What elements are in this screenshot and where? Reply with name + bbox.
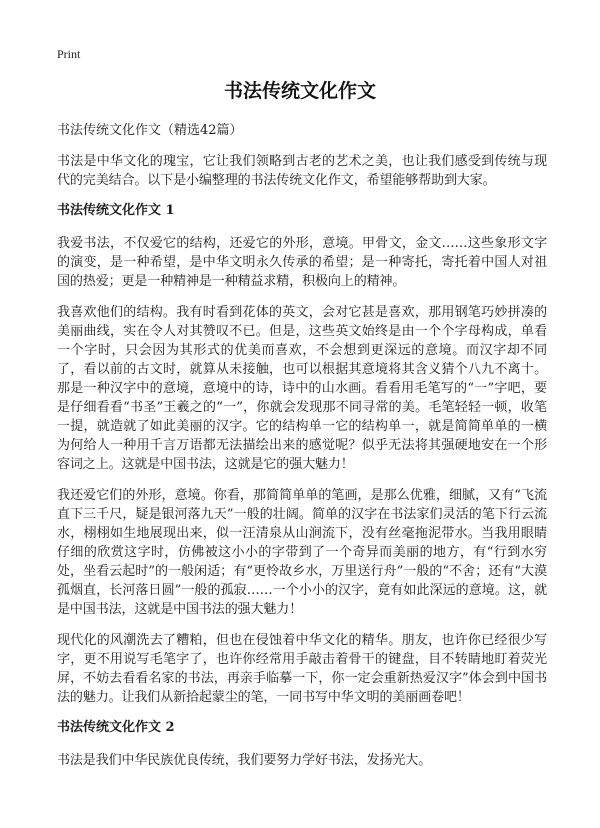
page-title: 书法传统文化作文: [223, 80, 376, 102]
article-body: [57, 122, 547, 782]
section-heading-2: 书法传统文化作文 2: [57, 720, 175, 735]
section-1-paragraph-4: 现代化的风潮洗去了糟粕，但也在侵蚀着中华文化的精华。朋友，也许你已经很少写字，更不用说写毛笔字了，也许你经常用手敲击着骨干的键盘，目不转睛地盯着荧光屏，不妨去看看名家的书法，再亲手临摹一下，你一定会重新热爱汉字”体会到中国书法的魅力。让我们从新拾起蒙尘的笔，一同书写中华文明的美丽画卷吧！: [57, 633, 547, 705]
section-1-paragraph-1: 我爱书法，不仅爱它的结构，还爱它的外形，意境。甲骨文，金文……这些象形文字的演变，是一种希望，是中华文明永久传承的希望；是一种寄托，寄托着中国人对祖国的热爱；更是一种精神是一种精益求精，积极向上的精神。: [57, 236, 547, 289]
article-subtitle: 书法传统文化作文（精选42篇）: [57, 123, 243, 138]
section-heading-1: 书法传统文化作文 1: [57, 203, 175, 218]
section-2-paragraph-1: 书法是我们中华民族优良传统，我们要努力学好书法，发扬光大。: [57, 753, 432, 768]
section-1-paragraph-3: 我还爱它们的外形，意境。你看，那简简单单的笔画，是那么优雅，细腻，又有“飞流直下三千尺，疑是银河落九天”一般的壮阔。简单的汉字在书法家们灵活的笔下行云流水，栩栩如生地展现出来，似一汪清泉从山涧流下，没有丝毫拖泥带水。当我用眼睛仔细的欣赏这字时，仿佛被这小小的字带到了一个奇异而美丽的地方，有“行到水穷处，坐看云起时”的一般闲适；有“更怜故乡水，万里送行舟”一般的“不舍；还有“大漠孤烟直，长河落日圆”一般的孤寂……一个小小的汉字，竟有如此深远的意境。这，就是中国书法，这就是中国书法的强大魅力！: [57, 488, 547, 617]
section-1-paragraph-2: 我喜欢他们的结构。我有时看到花体的英文，会对它甚是喜欢，那用钢笔巧妙拼凑的美丽曲线，实在令人对其赞叹不已。但是，这些英文始终是由一个个字母构成，单看一个字时，只会因为其形式的优美而喜欢，不会想到更深远的意境。而汉字却不同了，看以前的古文时，就算从未接触，也可以根据其意境将其含义猜个八九不离十。那是一种汉字中的意境，意境中的诗，诗中的山水画。看看用毛笔写的“一”字吧，要是仔细看看“书圣”王羲之的“一”，你就会发现那不同寻常的美。毛笔轻轻一顿，收笔一提，就造就了如此美丽的汉字。它的结构单一它的结构单一，就是简简单单的一横为何给人一种用千言万语都无法描绘出来的感觉呢？似乎无法将其强硬地安在一个形容词之上。这就是中国书法，这就是它的强大魅力！: [57, 305, 547, 472]
print-link[interactable]: Print: [57, 47, 81, 61]
intro-paragraph: 书法是中华文化的瑰宝，它让我们领略到古老的艺术之美，也让我们感受到传统与现代的完美结合。以下是小编整理的书法传统文化作文，希望能够帮助到大家。: [57, 154, 547, 188]
